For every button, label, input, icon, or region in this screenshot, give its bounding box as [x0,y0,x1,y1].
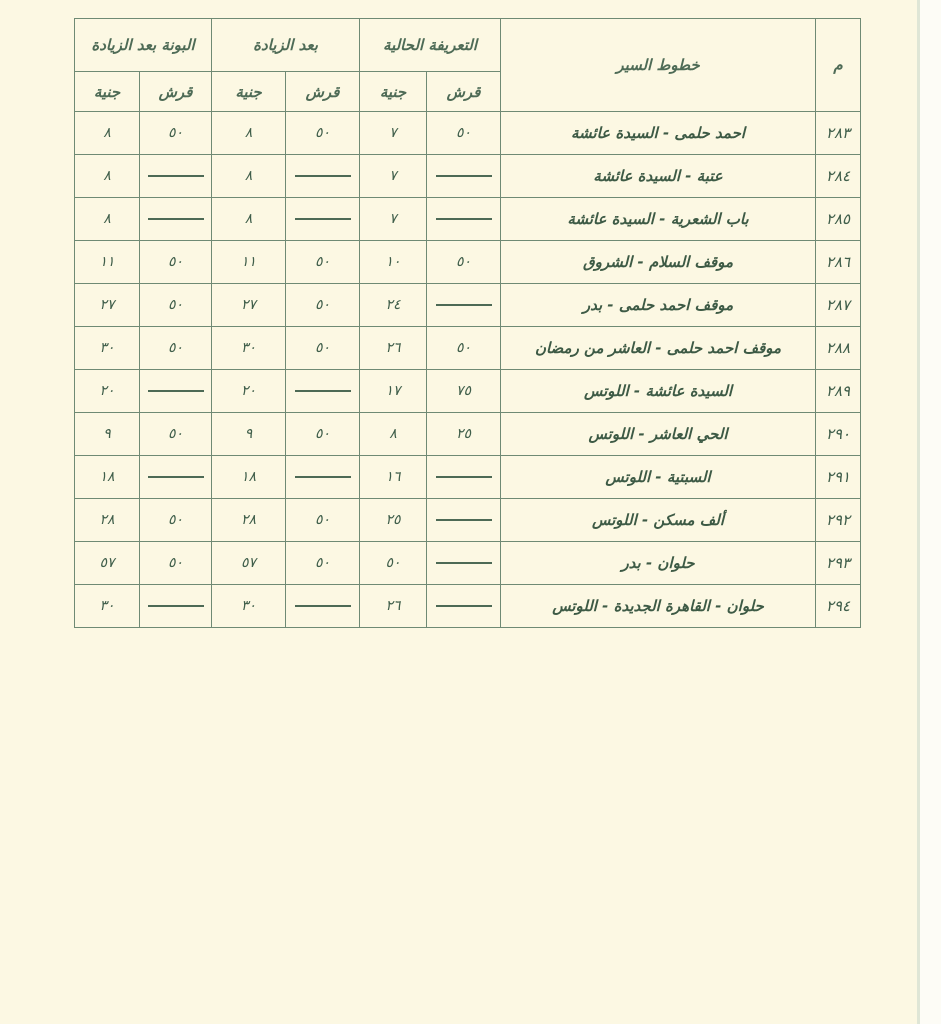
current-pound-cell: ٧ [360,112,427,155]
current-piaster-cell [427,542,501,585]
pass-pound-cell: ٢٨ [75,499,140,542]
empty-value-dash [436,519,492,521]
pass-pound-cell: ٥٧ [75,542,140,585]
row-index-cell: ٢٨٦ [816,241,861,284]
increase-piaster-cell: ٥٠ [286,542,360,585]
current-pound-cell: ٧ [360,198,427,241]
increase-piaster-cell: ٥٠ [286,499,360,542]
pass-piaster-cell: ٥٠ [140,327,212,370]
pass-piaster-cell: ٥٠ [140,499,212,542]
current-piaster-cell: ٢٥ [427,413,501,456]
table-row [75,241,861,284]
pass-piaster-cell [140,585,212,628]
route-name-cell: حلوان - القاهرة الجديدة - اللوتس [501,585,816,628]
pass-pound-cell: ٣٠ [75,327,140,370]
route-name-cell: موقف احمد حلمى - بدر [501,284,816,327]
empty-value-dash [436,562,492,564]
increase-pound-cell: ١٨ [212,456,286,499]
current-pound-cell: ١٧ [360,370,427,413]
increase-piaster-cell [286,155,360,198]
scan-margin [920,0,941,1024]
current-piaster-cell [427,499,501,542]
subheader-increase-pound: جنية [212,72,286,112]
pass-pound-cell: ٢٠ [75,370,140,413]
increase-pound-cell: ٢٧ [212,284,286,327]
increase-piaster-cell [286,456,360,499]
increase-pound-cell: ٨ [212,198,286,241]
empty-value-dash [436,218,492,220]
pass-piaster-cell: ٥٠ [140,284,212,327]
table-row [75,413,861,456]
current-piaster-cell [427,284,501,327]
empty-value-dash [148,218,204,220]
empty-value-dash [436,175,492,177]
increase-pound-cell: ١١ [212,241,286,284]
empty-value-dash [148,175,204,177]
subheader-current-pound: جنية [360,72,427,112]
route-name-cell: احمد حلمى - السيدة عائشة [501,112,816,155]
increase-pound-cell: ٢٠ [212,370,286,413]
increase-piaster-cell: ٥٠ [286,284,360,327]
subheader-current-piaster: قرش [427,72,501,112]
pass-piaster-cell: ٥٠ [140,413,212,456]
pass-pound-cell: ٨ [75,112,140,155]
increase-piaster-cell [286,198,360,241]
table-row [75,112,861,155]
current-pound-cell: ٢٦ [360,327,427,370]
pass-piaster-cell [140,370,212,413]
table-row [75,155,861,198]
increase-pound-cell: ٣٠ [212,327,286,370]
empty-value-dash [148,605,204,607]
empty-value-dash [436,476,492,478]
pass-pound-cell: ١١ [75,241,140,284]
increase-piaster-cell [286,370,360,413]
current-piaster-cell [427,585,501,628]
increase-pound-cell: ٢٨ [212,499,286,542]
row-index-cell: ٢٩٤ [816,585,861,628]
pass-piaster-cell: ٥٠ [140,241,212,284]
route-name-cell: حلوان - بدر [501,542,816,585]
current-piaster-cell: ٥٠ [427,327,501,370]
route-name-cell: عتبة - السيدة عائشة [501,155,816,198]
row-index-cell: ٢٨٧ [816,284,861,327]
current-pound-cell: ٢٦ [360,585,427,628]
empty-value-dash [436,304,492,306]
route-name-cell: السبتية - اللوتس [501,456,816,499]
increase-pound-cell: ٣٠ [212,585,286,628]
table-row [75,327,861,370]
table-row [75,456,861,499]
header-index: م [816,19,861,112]
table-row [75,585,861,628]
row-index-cell: ٢٩١ [816,456,861,499]
increase-piaster-cell [286,585,360,628]
current-piaster-cell: ٥٠ [427,112,501,155]
increase-pound-cell: ٨ [212,112,286,155]
header-after-increase: بعد الزيادة [212,19,360,72]
table-header [75,19,861,112]
pass-pound-cell: ٣٠ [75,585,140,628]
subheader-pass-piaster: قرش [140,72,212,112]
route-name-cell: باب الشعرية - السيدة عائشة [501,198,816,241]
route-name-cell: الحي العاشر - اللوتس [501,413,816,456]
row-index-cell: ٢٨٣ [816,112,861,155]
row-index-cell: ٢٩٣ [816,542,861,585]
current-pound-cell: ٥٠ [360,542,427,585]
header-pass-after-increase: البونة بعد الزيادة [75,19,212,72]
route-name-cell: السيدة عائشة - اللوتس [501,370,816,413]
row-index-cell: ٢٩٠ [816,413,861,456]
empty-value-dash [295,175,351,177]
pass-pound-cell: ٨ [75,155,140,198]
current-piaster-cell [427,155,501,198]
pass-piaster-cell [140,456,212,499]
table-row [75,198,861,241]
increase-piaster-cell: ٥٠ [286,413,360,456]
route-name-cell: موقف السلام - الشروق [501,241,816,284]
route-name-cell: موقف احمد حلمى - العاشر من رمضان [501,327,816,370]
row-index-cell: ٢٨٤ [816,155,861,198]
pass-piaster-cell [140,198,212,241]
route-name-cell: ألف مسكن - اللوتس [501,499,816,542]
header-route: خطوط السير [501,19,816,112]
row-index-cell: ٢٨٩ [816,370,861,413]
increase-piaster-cell: ٥٠ [286,327,360,370]
empty-value-dash [148,390,204,392]
table-body [75,112,861,628]
empty-value-dash [436,605,492,607]
current-pound-cell: ٢٥ [360,499,427,542]
subheader-increase-piaster: قرش [286,72,360,112]
current-piaster-cell: ٧٥ [427,370,501,413]
header-current-tariff: التعريفة الحالية [360,19,501,72]
row-index-cell: ٢٨٨ [816,327,861,370]
table-row [75,370,861,413]
empty-value-dash [295,476,351,478]
table-row [75,284,861,327]
increase-pound-cell: ٥٧ [212,542,286,585]
current-pound-cell: ٧ [360,155,427,198]
pass-piaster-cell: ٥٠ [140,112,212,155]
pass-pound-cell: ٢٧ [75,284,140,327]
current-piaster-cell: ٥٠ [427,241,501,284]
empty-value-dash [295,605,351,607]
empty-value-dash [295,218,351,220]
pass-pound-cell: ١٨ [75,456,140,499]
current-pound-cell: ٢٤ [360,284,427,327]
subheader-pass-pound: جنية [75,72,140,112]
increase-piaster-cell: ٥٠ [286,241,360,284]
pass-pound-cell: ٨ [75,198,140,241]
pass-piaster-cell: ٥٠ [140,542,212,585]
row-index-cell: ٢٩٢ [816,499,861,542]
increase-pound-cell: ٩ [212,413,286,456]
pass-pound-cell: ٩ [75,413,140,456]
row-index-cell: ٢٨٥ [816,198,861,241]
current-pound-cell: ١٦ [360,456,427,499]
increase-pound-cell: ٨ [212,155,286,198]
current-pound-cell: ١٠ [360,241,427,284]
table-row [75,542,861,585]
fare-table [74,18,861,628]
increase-piaster-cell: ٥٠ [286,112,360,155]
current-piaster-cell [427,198,501,241]
current-piaster-cell [427,456,501,499]
pass-piaster-cell [140,155,212,198]
table-row [75,499,861,542]
empty-value-dash [148,476,204,478]
current-pound-cell: ٨ [360,413,427,456]
empty-value-dash [295,390,351,392]
